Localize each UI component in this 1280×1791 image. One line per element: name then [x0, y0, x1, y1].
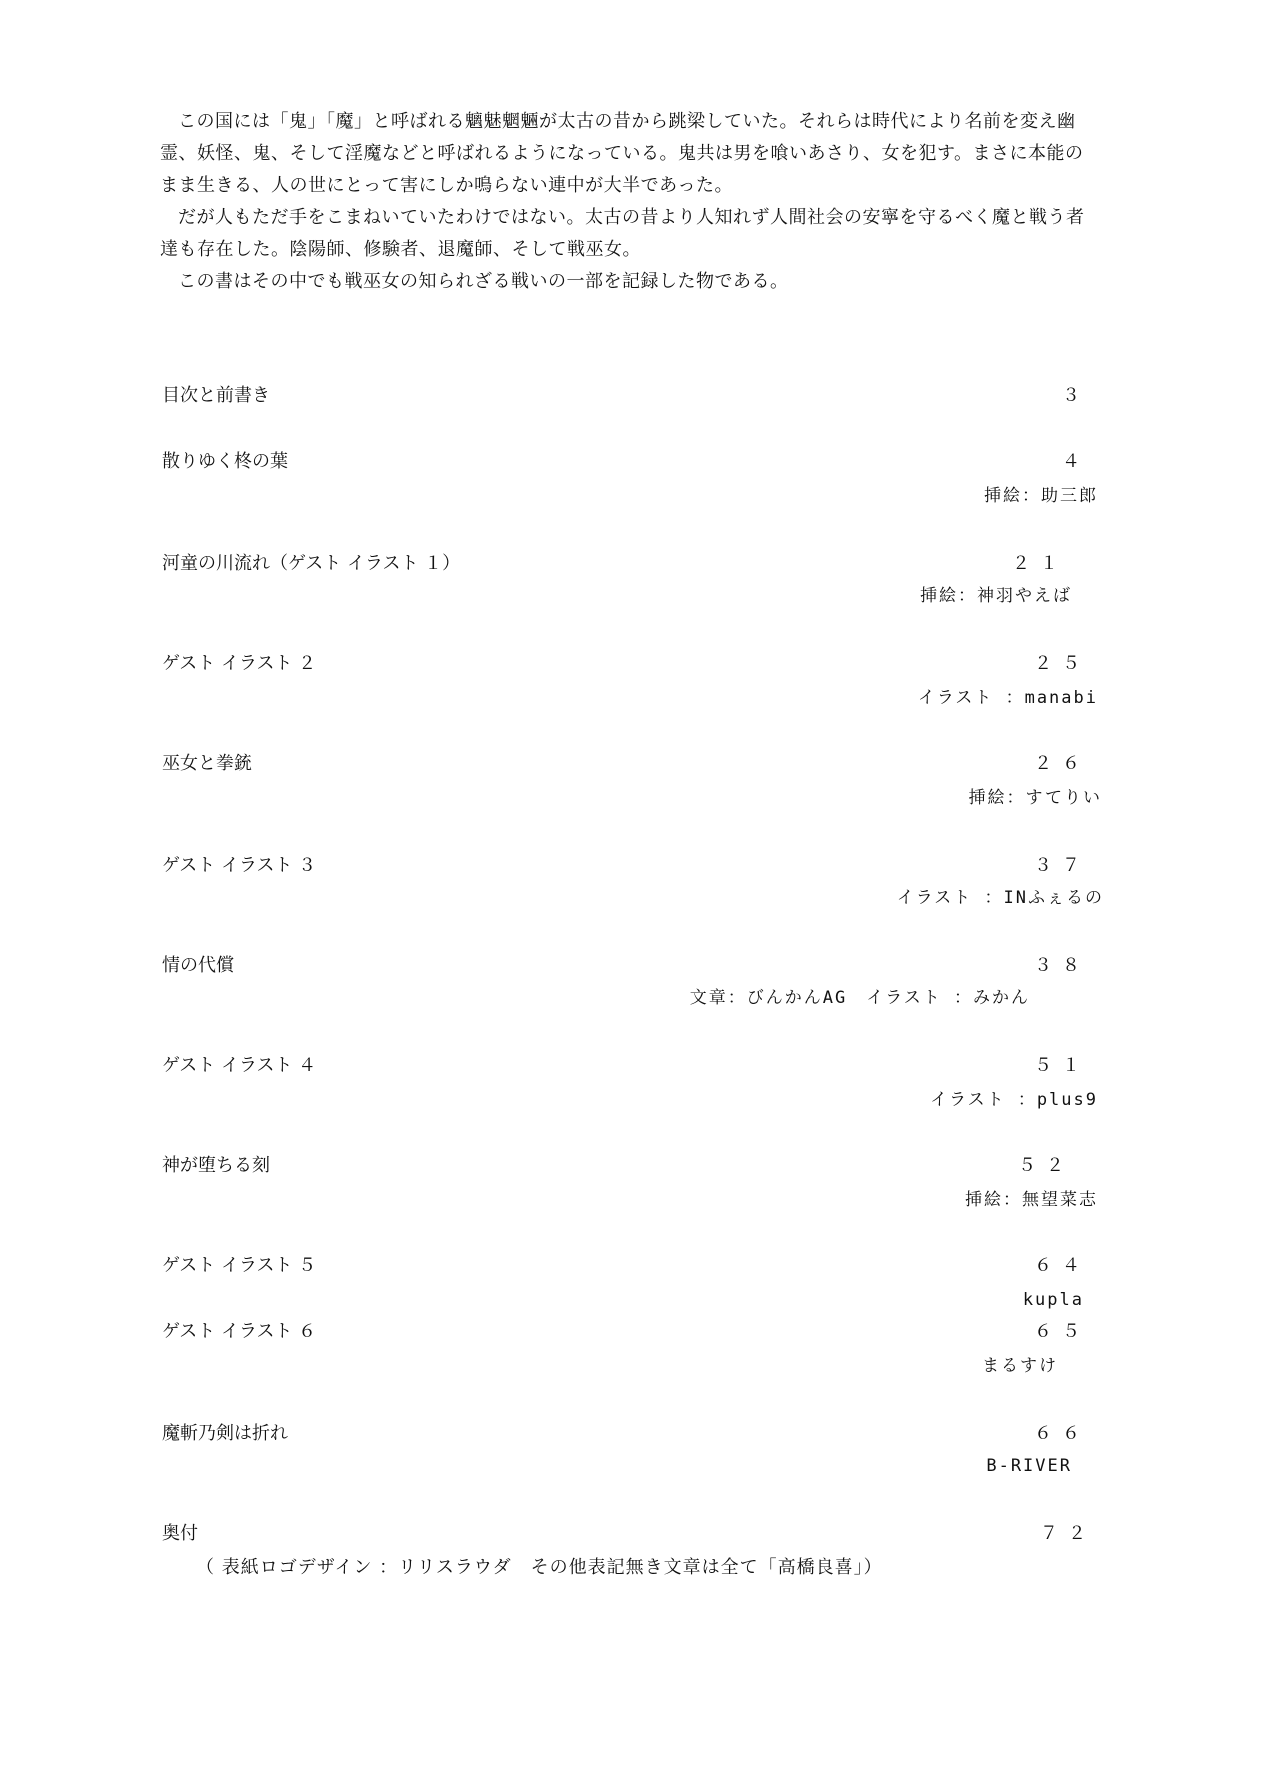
toc-entry-title: 目次と前書き	[162, 385, 270, 406]
toc-entry-page: ６５	[1034, 1321, 1090, 1342]
toc-entry-credit: 挿絵：神羽やえば	[920, 586, 1072, 606]
toc-entry-page: ３８	[1034, 955, 1090, 976]
toc-entry-credit: 挿絵：すてりい	[968, 788, 1102, 808]
toc-entry-title: ゲスト イラスト ４	[162, 1055, 317, 1076]
toc-entry-credit: イラスト ：manabi	[917, 688, 1098, 708]
toc-entry-credit: 文章：びんかんAG イラスト ：みかん	[689, 988, 1030, 1008]
toc-entry-page: ２１	[1012, 553, 1068, 574]
toc-entry-credit: 挿絵：無望菜志	[965, 1190, 1098, 1210]
toc-entry-title: 情の代償	[162, 955, 234, 976]
toc-entry-title: 散りゆく柊の葉	[162, 451, 288, 472]
toc-entry-credit: kupla	[1022, 1290, 1084, 1310]
toc-entry-page: ２５	[1034, 653, 1090, 674]
toc-entry-page: ４	[1062, 451, 1090, 472]
toc-entry-page: ３７	[1034, 855, 1090, 876]
toc-entry-credit: イラスト ：plus9	[930, 1090, 1098, 1110]
toc-entry-page: ５２	[1018, 1155, 1074, 1176]
toc-entry-title: ゲスト イラスト ３	[162, 855, 317, 876]
toc-entry-page: ６４	[1034, 1255, 1090, 1276]
toc-entry-page: ２６	[1034, 753, 1090, 774]
toc-entry-title: 河童の川流れ（ゲスト イラスト １）	[162, 553, 461, 574]
toc-entry-page: ３	[1062, 385, 1090, 406]
toc-entry-credit: B-RIVER	[986, 1456, 1072, 1476]
intro-paragraph: だが人もただ手をこまねいていたわけではない。太古の昔より人知れず人間社会の安寧を守るべく魔と戦う者達も存在した。陰陽師、修験者、退魔師、そして戦巫女。	[160, 207, 1085, 260]
toc-entry-title: 魔斬乃剣は折れ	[162, 1423, 288, 1444]
toc-note: （ 表紙ロゴデザイン ：リリスラウダ その他表記無き文章は全て「高橋良喜」）	[196, 1557, 883, 1578]
toc-entry-title: 神が堕ちる刻	[162, 1155, 270, 1176]
toc-entry-title: 巫女と拳銃	[162, 753, 252, 774]
toc-entry-credit: 挿絵：助三郎	[984, 486, 1098, 506]
toc-entry-title: ゲスト イラスト ６	[162, 1321, 317, 1342]
toc-entry-credit: イラスト ：INふぇるの	[896, 888, 1104, 908]
toc-entry-page: ５１	[1034, 1055, 1090, 1076]
toc-entry-title: ゲスト イラスト ２	[162, 653, 317, 674]
intro-paragraph: この国には「鬼」「魔」と呼ばれる魑魅魍魎が太古の昔から跳梁していた。それらは時代により名前を変え幽霊、妖怪、鬼、そして淫魔などと呼ばれるようになっている。鬼共は男を喰いあさり、女を犯す。まさに本能のまま生きる、人の世にとって害にしか鳴らない連中が大半であった。	[160, 111, 1084, 196]
toc-entry-page: ６６	[1034, 1423, 1090, 1444]
intro-paragraph: この書はその中でも戦巫女の知られざる戦いの一部を記録した物である。	[178, 271, 789, 292]
toc-entry-title: ゲスト イラスト ５	[162, 1255, 317, 1276]
toc-entry-title: 奥付	[162, 1523, 198, 1544]
toc-entry-credit: まるすけ	[982, 1356, 1058, 1376]
toc-entry-page: ７２	[1040, 1523, 1096, 1544]
